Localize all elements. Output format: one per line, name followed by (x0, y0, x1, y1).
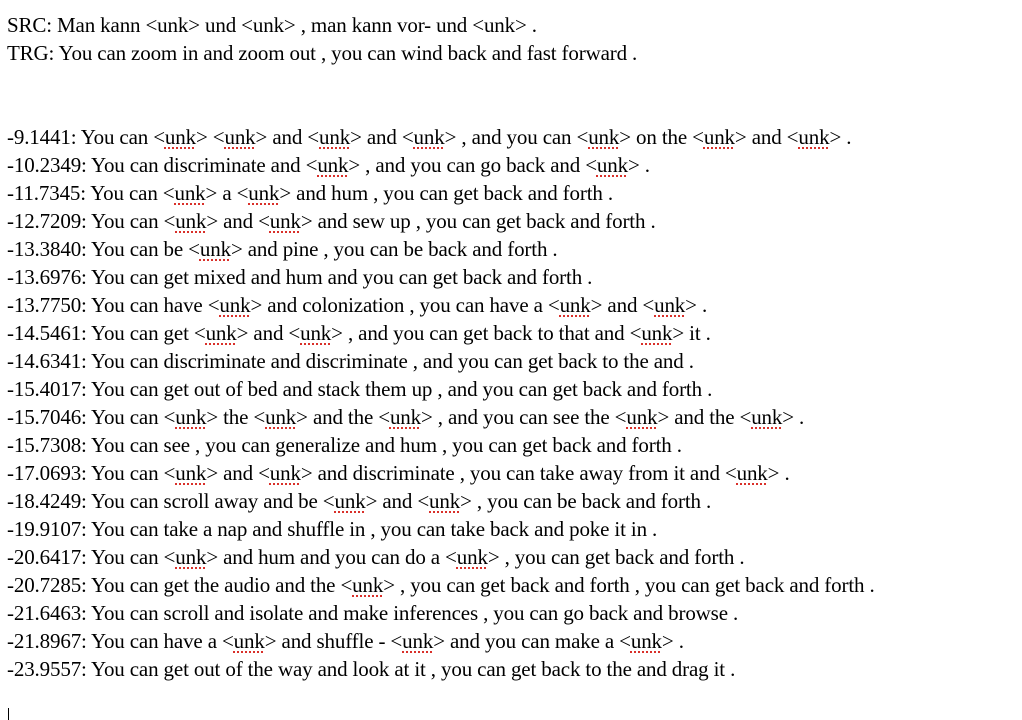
blank-gap (7, 67, 1019, 123)
spellcheck-flag: unk (703, 125, 735, 149)
target-line: TRG: You can zoom in and zoom out , you can wind back and fast forward . (7, 41, 638, 65)
spellcheck-flag: unk (456, 545, 488, 569)
spellcheck-flag: unk (175, 545, 207, 569)
spellcheck-flag: unk (269, 209, 301, 233)
hypothesis-line: -15.7046: You can <unk> the <unk> and the <unk> , and you can see the <unk> and the <unk> . (7, 405, 805, 429)
hypothesis-line: -14.5461: You can get <unk> and <unk> , and you can get back to that and <unk> it . (7, 321, 711, 345)
spellcheck-flag: unk (654, 293, 686, 317)
spellcheck-flag: unk (626, 405, 658, 429)
spellcheck-flag: unk (641, 321, 673, 345)
hypothesis-line: -9.1441: You can <unk> <unk> and <unk> and <unk> , and you can <unk> on the <unk> and <unk> . (7, 125, 852, 149)
spellcheck-flag: unk (596, 153, 628, 177)
spellcheck-flag: unk (736, 461, 768, 485)
spellcheck-flag: unk (269, 461, 301, 485)
hypothesis-line: -20.6417: You can <unk> and hum and you can do a <unk> , you can get back and forth . (7, 545, 745, 569)
spellcheck-flag: unk (175, 405, 207, 429)
spellcheck-flag: unk (413, 125, 445, 149)
spellcheck-flag: unk (175, 209, 207, 233)
text-cursor (8, 708, 9, 720)
spellcheck-flag: unk (300, 321, 332, 345)
hypothesis-line: -13.3840: You can be <unk> and pine , you can be back and forth . (7, 237, 558, 261)
hypothesis-line: -17.0693: You can <unk> and <unk> and discriminate , you can take away from it and <unk> . (7, 461, 790, 485)
hypothesis-line: -13.7750: You can have <unk> and colonization , you can have a <unk> and <unk> . (7, 293, 708, 317)
spellcheck-flag: unk (164, 125, 196, 149)
spellcheck-flag: unk (219, 293, 251, 317)
spellcheck-flag: unk (630, 629, 662, 653)
spellcheck-flag: unk (205, 321, 237, 345)
hypothesis-line: -14.6341: You can discriminate and discriminate , and you can get back to the and . (7, 349, 694, 373)
hypothesis-line: -13.6976: You can get mixed and hum and you can get back and forth . (7, 265, 593, 289)
hypothesis-line: -19.9107: You can take a nap and shuffle in , you can take back and poke it in . (7, 517, 658, 541)
spellcheck-flag: unk (233, 629, 265, 653)
spellcheck-flag: unk (798, 125, 830, 149)
hypothesis-line: -21.8967: You can have a <unk> and shuffle - <unk> and you can make a <unk> . (7, 629, 684, 653)
spellcheck-flag: unk (402, 629, 434, 653)
hypothesis-line: -20.7285: You can get the audio and the <unk> , you can get back and forth , you can get back and forth . (7, 573, 875, 597)
hypothesis-line: -18.4249: You can scroll away and be <unk> and <unk> , you can be back and forth . (7, 489, 712, 513)
spellcheck-flag: unk (559, 293, 591, 317)
spellcheck-flag: unk (429, 489, 461, 513)
spellcheck-flag: unk (317, 153, 349, 177)
spellcheck-flag: unk (352, 573, 384, 597)
hypothesis-line: -15.4017: You can get out of bed and stack them up , and you can get back and forth . (7, 377, 713, 401)
spellcheck-flag: unk (389, 405, 421, 429)
spellcheck-flag: unk (334, 489, 366, 513)
spellcheck-flag: unk (265, 405, 297, 429)
spellcheck-flag: unk (175, 461, 207, 485)
hypothesis-line: -12.7209: You can <unk> and <unk> and sew up , you can get back and forth . (7, 209, 656, 233)
hypothesis-line: -21.6463: You can scroll and isolate and make inferences , you can go back and browse . (7, 601, 739, 625)
hypothesis-list (7, 123, 1019, 683)
spellcheck-flag: unk (224, 125, 256, 149)
spellcheck-flag: unk (319, 125, 351, 149)
hypothesis-line: -23.9557: You can get out of the way and look at it , you can get back to the and drag it . (7, 657, 736, 681)
document-body (7, 11, 1019, 683)
hypothesis-line: -11.7345: You can <unk> a <unk> and hum , you can get back and forth . (7, 181, 613, 205)
spellcheck-flag: unk (199, 237, 231, 261)
hypothesis-line: -15.7308: You can see , you can generalize and hum , you can get back and forth . (7, 433, 682, 457)
spellcheck-flag: unk (751, 405, 783, 429)
spellcheck-flag: unk (248, 181, 280, 205)
source-line: SRC: Man kann <unk> und <unk> , man kann vor- und <unk> . (7, 13, 537, 37)
spellcheck-flag: unk (588, 125, 620, 149)
spellcheck-flag: unk (174, 181, 206, 205)
hypothesis-line: -10.2349: You can discriminate and <unk> , and you can go back and <unk> . (7, 153, 650, 177)
